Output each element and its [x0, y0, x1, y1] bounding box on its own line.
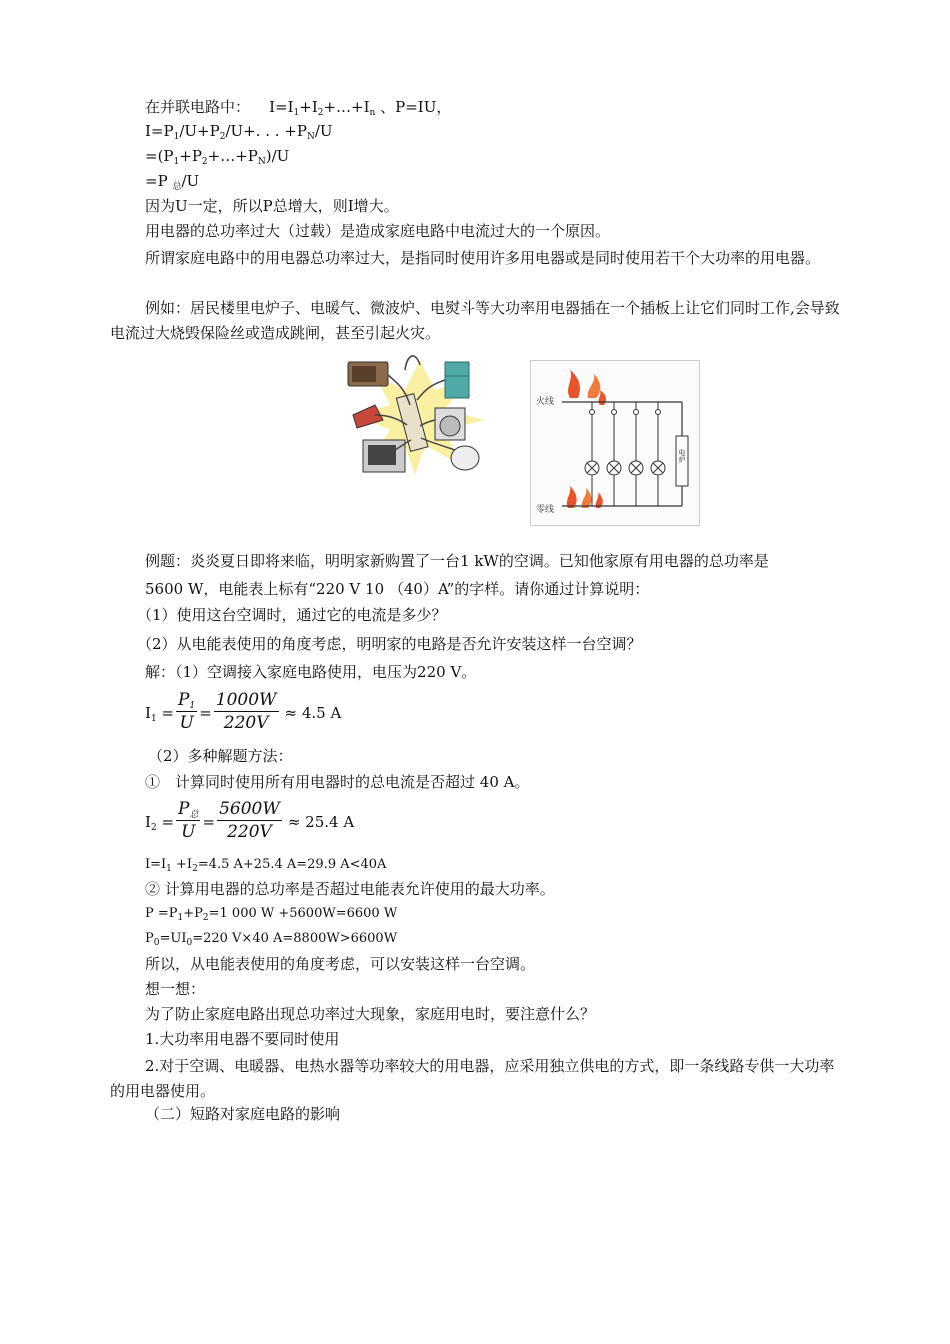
formula-text: =(P: [145, 147, 174, 165]
method-1: ① 计算同时使用所有用电器时的总电流是否超过 40 A。: [145, 773, 530, 791]
formula-text: 、P=IU，: [375, 98, 452, 116]
formula-text: /U+P: [179, 122, 220, 140]
fraction-ptotal-over-u: [176, 798, 200, 843]
formula-text: +P: [179, 147, 202, 165]
formula-text: /U: [181, 172, 200, 190]
formula-line-1: [145, 97, 451, 117]
calc-max-power: [145, 929, 397, 949]
subscript: 2: [150, 823, 157, 833]
formula-text: =: [156, 813, 175, 831]
numerator: P: [178, 689, 190, 710]
numerator: 1000W: [215, 689, 277, 710]
conclusion: 所以，从电能表使用的角度考虑，可以安装这样一台空调。: [145, 955, 536, 973]
subscript: 1: [166, 864, 172, 874]
formula-result: ≈ 4.5 A: [284, 704, 342, 722]
subscript: 2: [192, 864, 198, 874]
formula-text: =: [202, 813, 216, 831]
paragraph-u-constant: 因为U一定，所以P总增大，则I增大。: [145, 197, 399, 215]
formula-text: +I: [171, 857, 193, 872]
formula-text: +…+I: [323, 98, 370, 116]
subscript: 1: [173, 132, 180, 142]
subscript: 总: [172, 182, 182, 192]
formula-text: +I: [299, 98, 318, 116]
formula-text: =1 000 W +5600W=6600 W: [208, 906, 398, 921]
question-1: （1）使用这台空调时，通过它的电流是多少？: [137, 606, 447, 624]
subscript: 2: [317, 108, 324, 118]
formula-text: )/U: [265, 147, 290, 165]
subscript: N: [306, 132, 315, 142]
subscript: 1: [150, 714, 157, 724]
formula-text: =220 V×40 A=8800W>6600W: [192, 931, 398, 946]
household-circuit-diagram: [530, 360, 700, 526]
solution-step-1: 解：（1）空调接入家庭电路使用，电压为220 V。: [145, 663, 477, 681]
subscript: 总: [189, 809, 199, 820]
method-2: ② 计算用电器的总功率是否超过电能表允许使用的最大功率。: [145, 880, 555, 898]
numerator: 5600W: [219, 798, 280, 819]
subscript: 0: [186, 938, 193, 948]
formula-i1: [145, 690, 341, 736]
paragraph-overload-example: 例如：居民楼里电炉子、电暖气、微波炉、电熨斗等大功率用电器插在一个插板上让它们同时工作,会导致电流过大烧毁保险丝或造成跳闸，甚至引起火灾。: [110, 299, 840, 342]
think-heading: 想一想：: [145, 980, 206, 998]
denominator: U: [179, 712, 194, 733]
denominator: 220V: [223, 712, 269, 733]
stove-label: 电炉: [678, 449, 686, 463]
paragraph-overload-definition: 所谓家庭电路中的用电器总功率过大，是指同时使用许多用电器或是同时使用若干个大功率的用电器。: [145, 249, 821, 267]
numerator: P: [178, 798, 190, 819]
live-wire-label: 火线: [536, 397, 555, 407]
appliances-overload-illustration: [345, 350, 495, 480]
tip-1: 1.大功率用电器不要同时使用: [145, 1030, 340, 1048]
formula-text: +…+P: [207, 147, 258, 165]
formula-intro: 在并联电路中：: [145, 98, 251, 116]
formula-line-4: [145, 171, 199, 191]
section-heading-short-circuit: （二）短路对家庭电路的影响: [145, 1105, 341, 1123]
formula-text: =P: [145, 172, 173, 190]
example-statement-line-1: 例题：炎炎夏日即将来临，明明家新购置了一台1 kW的空调。已知他家原有用电器的总功率是: [145, 552, 769, 570]
paragraph-overload-cause: 用电器的总功率过大（过载）是造成家庭电路中电流过大的一个原因。: [145, 222, 611, 240]
formula-text: +P: [183, 906, 203, 921]
formula-text: /U: [314, 122, 333, 140]
formula-text: I=I: [145, 857, 167, 872]
fraction-5600w-over-220v: [217, 798, 282, 843]
subscript: 2: [219, 132, 226, 142]
subscript: 2: [201, 157, 208, 167]
formula-text: =: [199, 704, 212, 722]
formula-text: P: [145, 931, 154, 946]
think-question: 为了防止家庭电路出现总功率过大现象，家庭用电时，要注意什么？: [145, 1005, 596, 1023]
formula-text: P =P: [145, 906, 178, 921]
formula-line-3: [145, 146, 289, 166]
subscript: N: [257, 157, 266, 167]
question-2: （2）从电能表使用的角度考虑，明明家的电路是否允许安装这样一台空调？: [137, 635, 642, 653]
formula-text: I: [145, 813, 151, 831]
denominator: 220V: [227, 821, 272, 842]
formula-result: ≈ 25.4 A: [287, 813, 355, 831]
subscript: n: [369, 108, 376, 118]
fraction-p1-over-u: [176, 689, 197, 734]
formula-text: I: [145, 704, 151, 722]
formula-text: =: [156, 704, 175, 722]
formula-text: I=P: [145, 122, 174, 140]
subscript: 1: [189, 700, 196, 711]
subscript: 2: [202, 913, 209, 923]
subscript: 1: [173, 157, 180, 167]
fraction-1000w-over-220v: [214, 689, 279, 734]
subscript: 1: [293, 108, 300, 118]
subscript: 0: [153, 938, 160, 948]
formula-text: I=I: [269, 98, 294, 116]
example-statement-line-2: 5600 W，电能表上标有“220 V 10 （40）A”的字样。请你通过计算说明：: [145, 580, 650, 598]
calc-total-current: [145, 855, 386, 875]
tip-2: 2.对于空调、电暖器、电热水器等功率较大的用电器，应采用独立供电的方式，即一条线路专供一大功率的用电器使用。: [110, 1057, 835, 1100]
formula-text: /U+. . . +P: [225, 122, 307, 140]
formula-text: =4.5 A+25.4 A=29.9 A<40A: [197, 857, 387, 872]
calc-total-power: [145, 904, 397, 924]
denominator: U: [181, 821, 196, 842]
solution-step-2: （2）多种解题方法：: [148, 747, 293, 765]
neutral-wire-label: 零线: [536, 505, 555, 515]
formula-line-2: [145, 121, 333, 141]
formula-text: =UI: [159, 931, 187, 946]
formula-i2: [145, 799, 354, 845]
subscript: 1: [177, 913, 184, 923]
